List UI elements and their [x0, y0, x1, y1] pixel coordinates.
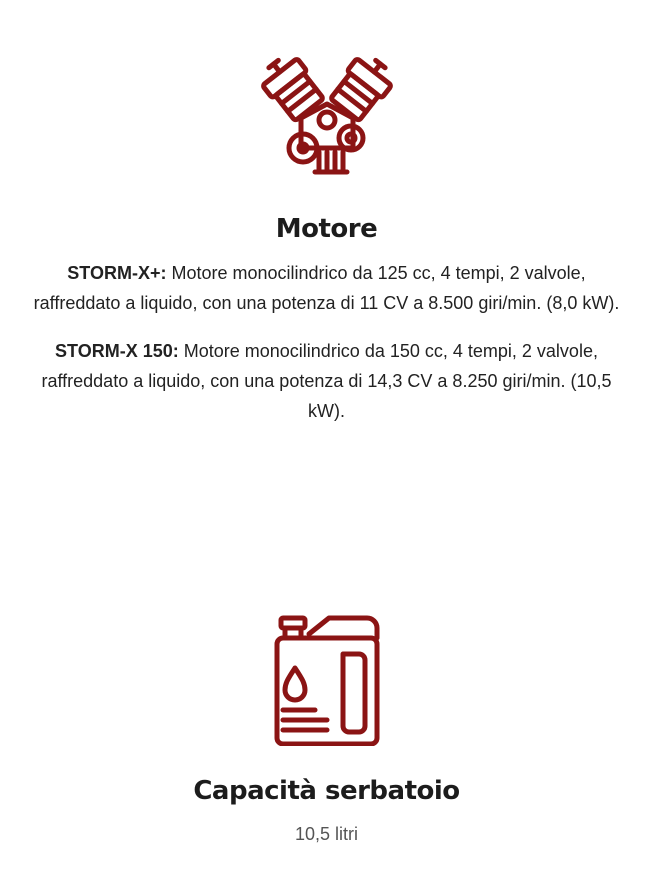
tank-capacity-value: 10,5 litri	[294, 824, 359, 844]
engine-spec-storm-x-plus	[32, 258, 622, 318]
engine-spec-storm-x-150	[27, 336, 627, 426]
spec-text: Motore monocilindrico da 150 cc, 4 tempi, 2 valvole, raffreddato a liquido, con una potenza di 14,3 CV a 8.250 giri/min. (10,5 kW).	[41, 341, 612, 421]
engine-section	[0, 52, 653, 426]
tank-title: Capacità serbatoio	[193, 776, 460, 806]
engine-icon	[257, 52, 397, 178]
fuel-canister-icon	[271, 614, 383, 746]
tank-section	[0, 614, 653, 845]
engine-title: Motore	[275, 214, 378, 244]
spec-text: Motore monocilindrico da 125 cc, 4 tempi, 2 valvole, raffreddato a liquido, con una potenza di 11 CV a 8.500 giri/min. (8,0 kW).	[33, 263, 620, 313]
spec-model-label: STORM-X 150:	[55, 341, 179, 361]
spec-model-label: STORM-X+:	[67, 263, 167, 283]
